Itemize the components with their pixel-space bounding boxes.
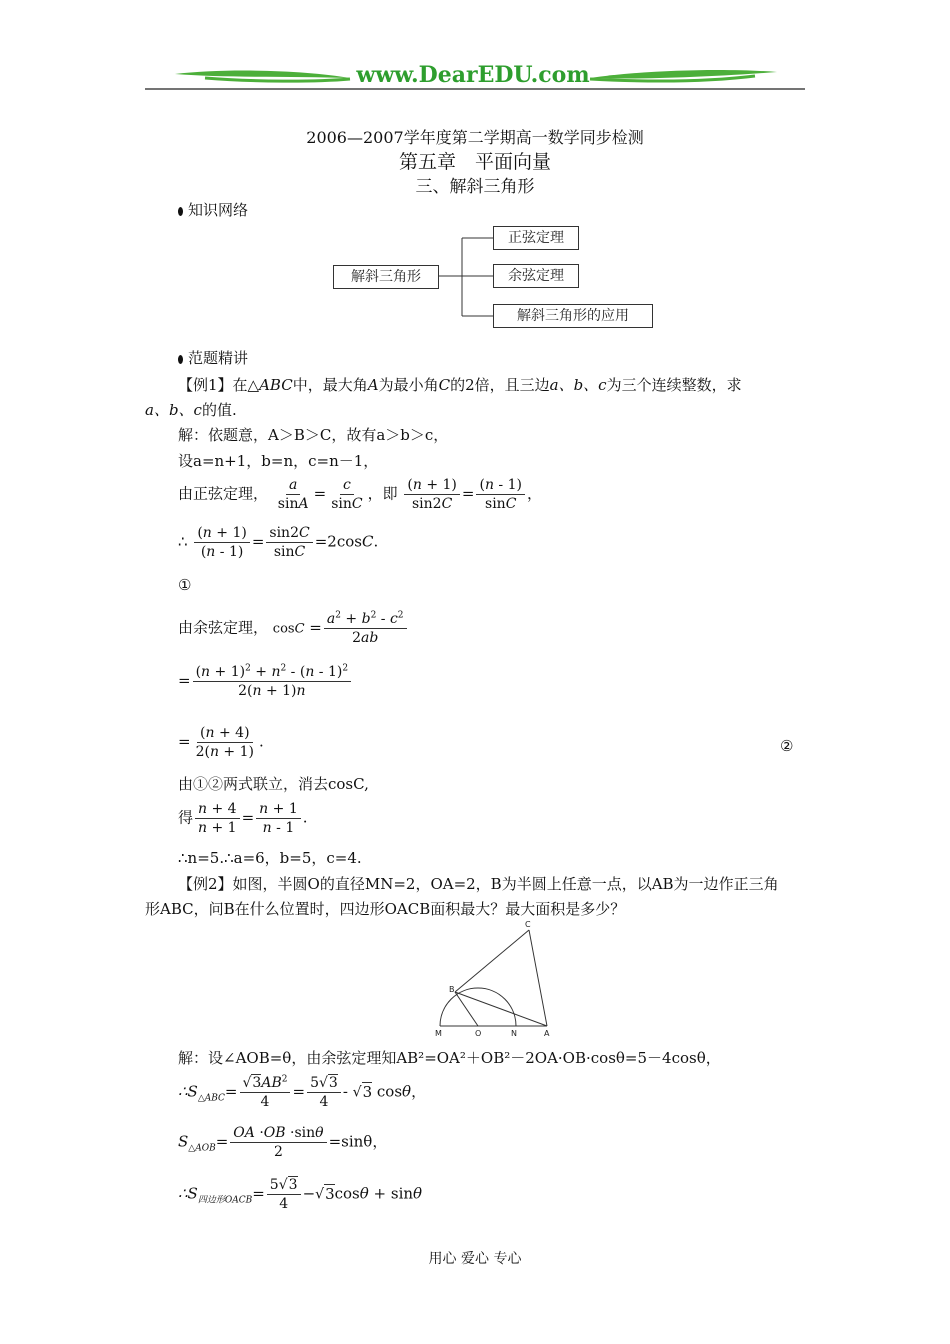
- doc-title: 2006—2007学年度第二学期高一数学同步检测: [306, 128, 644, 147]
- example1-statement-line2: a、b、c的值.: [145, 401, 237, 419]
- network-root-box: 解斜三角形: [333, 265, 439, 289]
- figure-label-m: M: [435, 1029, 442, 1038]
- example1-cos-step3: = $\frac{(n + 4)}{2(n + 1)}$ .: [178, 725, 264, 760]
- figure-label-c: C: [525, 920, 531, 929]
- figure-label-o: O: [475, 1029, 482, 1038]
- example1-result: ∴n=5.∴a=6，b=5，c=4.: [178, 849, 362, 867]
- example1-ratio: ∴ $\frac{(n + 1)}{(n - 1)}$ = $\frac{\sin 2C}{\sin C}$ =2cosC.: [178, 525, 379, 560]
- network-child-sine: 正弦定理: [493, 226, 579, 250]
- example2-s-aob: $S_{\triangle AOB}=$ $\frac{OA \cdot OB \cdot\sin\theta}{2}$ =sinθ，: [178, 1125, 388, 1160]
- example1-sine-law: 由正弦定理， $\frac{a}{\sin A}$ = $\frac{c}{\sin C}$ ，即 $\frac{(n + 1)}{\sin 2C}$ = $\frac{(n - 1)}{\sin C}$ ，: [178, 477, 542, 512]
- eq-marker-2: ②: [780, 737, 794, 755]
- page-footer: 用心 爱心 专心: [428, 1251, 522, 1267]
- example2-s-abc: $\therefore S_{\triangle ABC}=$ $\frac{√3AB^2}{4}$ = $\frac{5√3}{4}$ - √3 cosθ，: [178, 1074, 427, 1110]
- logo-text: www.DearEDU.com: [356, 62, 590, 88]
- section-examples-heading: 范题精讲: [178, 348, 248, 368]
- chapter-title: 第五章 平面向量: [398, 151, 551, 173]
- example1-cosine-law: 由余弦定理， cosC = $\frac{a^2 + b^2 - c^2}{2ab}$: [178, 610, 409, 647]
- example2-statement-line2: 形ABC，问B在什么位置时，四边形OACB面积最大？最大面积是多少？: [145, 900, 626, 918]
- example1-statement: 【例1】在△ABC中，最大角A为最小角C的2倍，且三边a、b、c为三个连续整数，求: [178, 376, 742, 394]
- example2-statement: 【例2】如图，半圆O的直径MN=2，OA=2，B为半圆上任意一点，以AB为一边作正三角: [178, 875, 779, 893]
- example1-cos-step2: = $\frac{(n + 1)^2 + n^2 - (n - 1)^2}{2(n + 1)n}$: [178, 663, 353, 700]
- example1-equation: 得 $\frac{n + 4}{n + 1}$ = $\frac{n + 1}{n - 1}$ .: [178, 801, 308, 836]
- figure-label-b: B: [449, 985, 455, 994]
- example1-sol2: 设a=n+1，b=n，c=n－1，: [178, 452, 379, 470]
- example2-s-quad: $\therefore S_{四边形OACB}=$ $\frac{5√3}{4}$ −√3cosθ + sinθ: [178, 1177, 423, 1212]
- section-title: 三、解斜三角形: [415, 177, 535, 197]
- eq-marker-1: ①: [178, 576, 192, 594]
- figure-label-a: A: [544, 1029, 550, 1038]
- network-child-cosine: 余弦定理: [493, 264, 579, 288]
- example1-sol1: 解：依题意，A＞B＞C，故有a＞b＞c，: [178, 426, 449, 444]
- figure-label-n: N: [511, 1029, 517, 1038]
- example1-combine: 由①②两式联立，消去cosC,: [178, 775, 369, 793]
- semicircle-figure: [425, 918, 565, 1040]
- header-logo: [145, 60, 805, 92]
- example2-sol1: 解：设∠AOB=θ，由余弦定理知AB²=OA²＋OB²－2OA·OB·cosθ=5－4cosθ，: [178, 1049, 721, 1067]
- network-child-application: 解斜三角形的应用: [493, 304, 653, 328]
- section-network-heading: 知识网络: [178, 200, 248, 220]
